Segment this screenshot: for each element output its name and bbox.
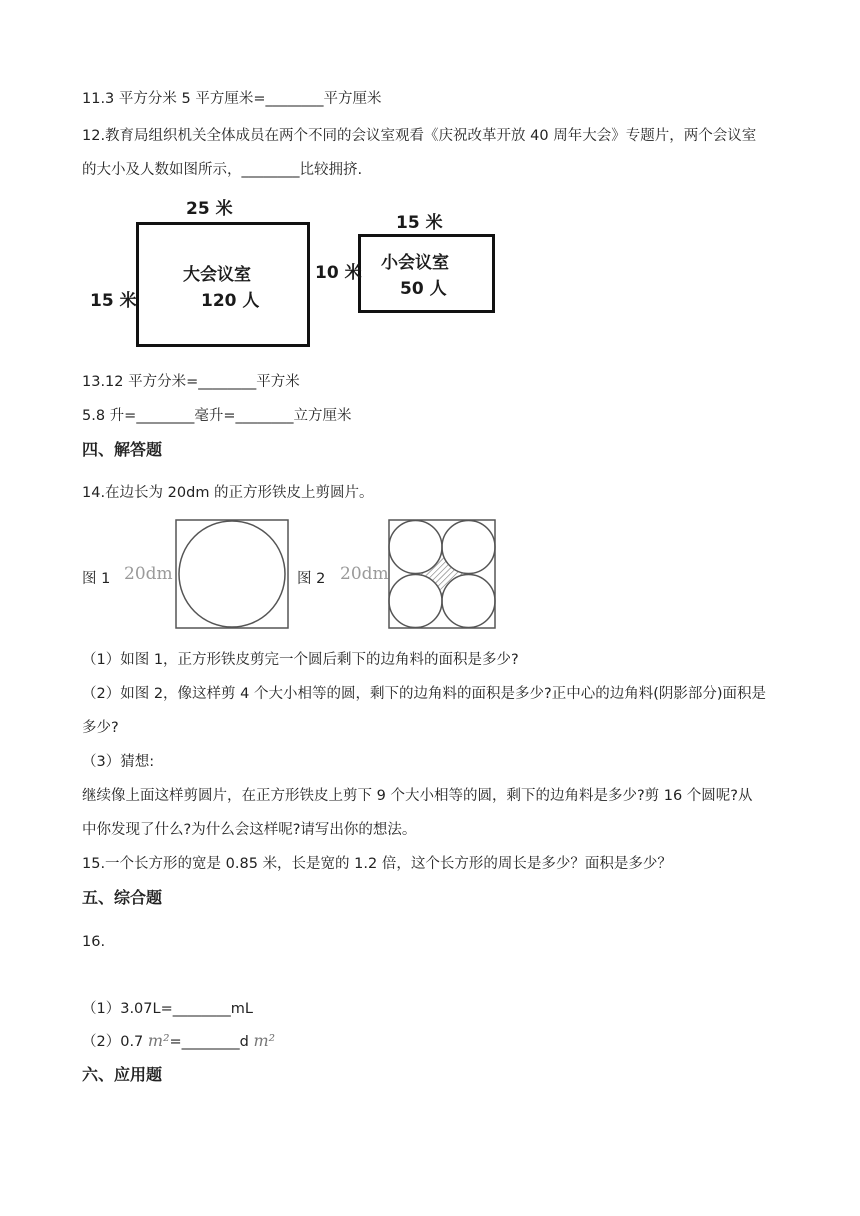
- question-12-line-2: 的大小及人数如图所示，________比较拥挤.: [82, 162, 363, 178]
- figure-2-square-with-four-circles: [387, 518, 497, 630]
- question-16-part-1: （1）3.07L=________mL: [82, 1001, 253, 1017]
- small-room-width: 15 米: [396, 213, 443, 233]
- question-14-part-3-line-2: 中你发现了什么?为什么会这样呢?请写出你的想法。: [82, 822, 417, 838]
- question-14-part-1: （1）如图 1，正方形铁皮剪完一个圆后剩下的边角料的面积是多少?: [82, 652, 519, 668]
- big-room-height: 15 米: [90, 291, 137, 311]
- question-13-line-1: 13.12 平方分米=________平方米: [82, 374, 300, 390]
- section-4-heading: 四、解答题: [82, 440, 163, 459]
- figure-1-square-with-circle: [174, 518, 290, 630]
- square-decimeter-unit: m²: [253, 1031, 276, 1050]
- figure-2-label: 图 2: [297, 571, 326, 587]
- figure-1-label: 图 1: [82, 571, 111, 587]
- question-13-line-2: 5.8 升=________毫升=________立方厘米: [82, 408, 352, 424]
- meeting-rooms-figure: [90, 192, 510, 354]
- question-14-part-2-line-1: （2）如图 2，像这样剪 4 个大小相等的圆，剩下的边角料的面积是多少?正中心的边角料(阴影部分)面积是: [82, 686, 767, 702]
- question-16-part-2-middle: =________d: [169, 1034, 254, 1050]
- small-room-height: 10 米: [315, 263, 362, 283]
- question-16-number: 16.: [82, 934, 106, 950]
- question-12-line-1: 12.教育局组织机关全体成员在两个不同的会议室观看《庆祝改革开放 40 周年大会》专题片，两个会议室: [82, 128, 757, 144]
- question-16-part-2-prefix: （2）0.7: [82, 1034, 148, 1050]
- section-5-heading: 五、综合题: [82, 888, 163, 907]
- question-14-part-2-line-2: 多少?: [82, 720, 119, 736]
- small-room-name: 小会议室: [381, 253, 449, 273]
- question-15: 15.一个长方形的宽是 0.85 米，长是宽的 1.2 倍，这个长方形的周长是多少？面积是多少？: [82, 856, 672, 872]
- big-room-width: 25 米: [186, 199, 233, 219]
- question-14-intro: 14.在边长为 20dm 的正方形铁皮上剪圆片。: [82, 485, 374, 501]
- big-room-name: 大会议室: [183, 265, 251, 285]
- figure-2-dimension: 20dm: [340, 564, 389, 584]
- square-meter-unit: m²: [147, 1031, 170, 1050]
- section-6-heading: 六、应用题: [82, 1065, 163, 1084]
- figure-1-dimension: 20dm: [124, 564, 173, 584]
- big-room-people: 120 人: [201, 291, 260, 311]
- question-14-part-3-line-1: 继续像上面这样剪圆片，在正方形铁皮上剪下 9 个大小相等的圆，剩下的边角料是多少?剪 16 个圆呢?从: [82, 788, 753, 804]
- question-16-part-2: [82, 1031, 275, 1052]
- small-room-people: 50 人: [400, 279, 447, 299]
- question-14-part-3: （3）猜想:: [82, 754, 155, 770]
- question-11: 11.3 平方分米 5 平方厘米=________平方厘米: [82, 91, 382, 107]
